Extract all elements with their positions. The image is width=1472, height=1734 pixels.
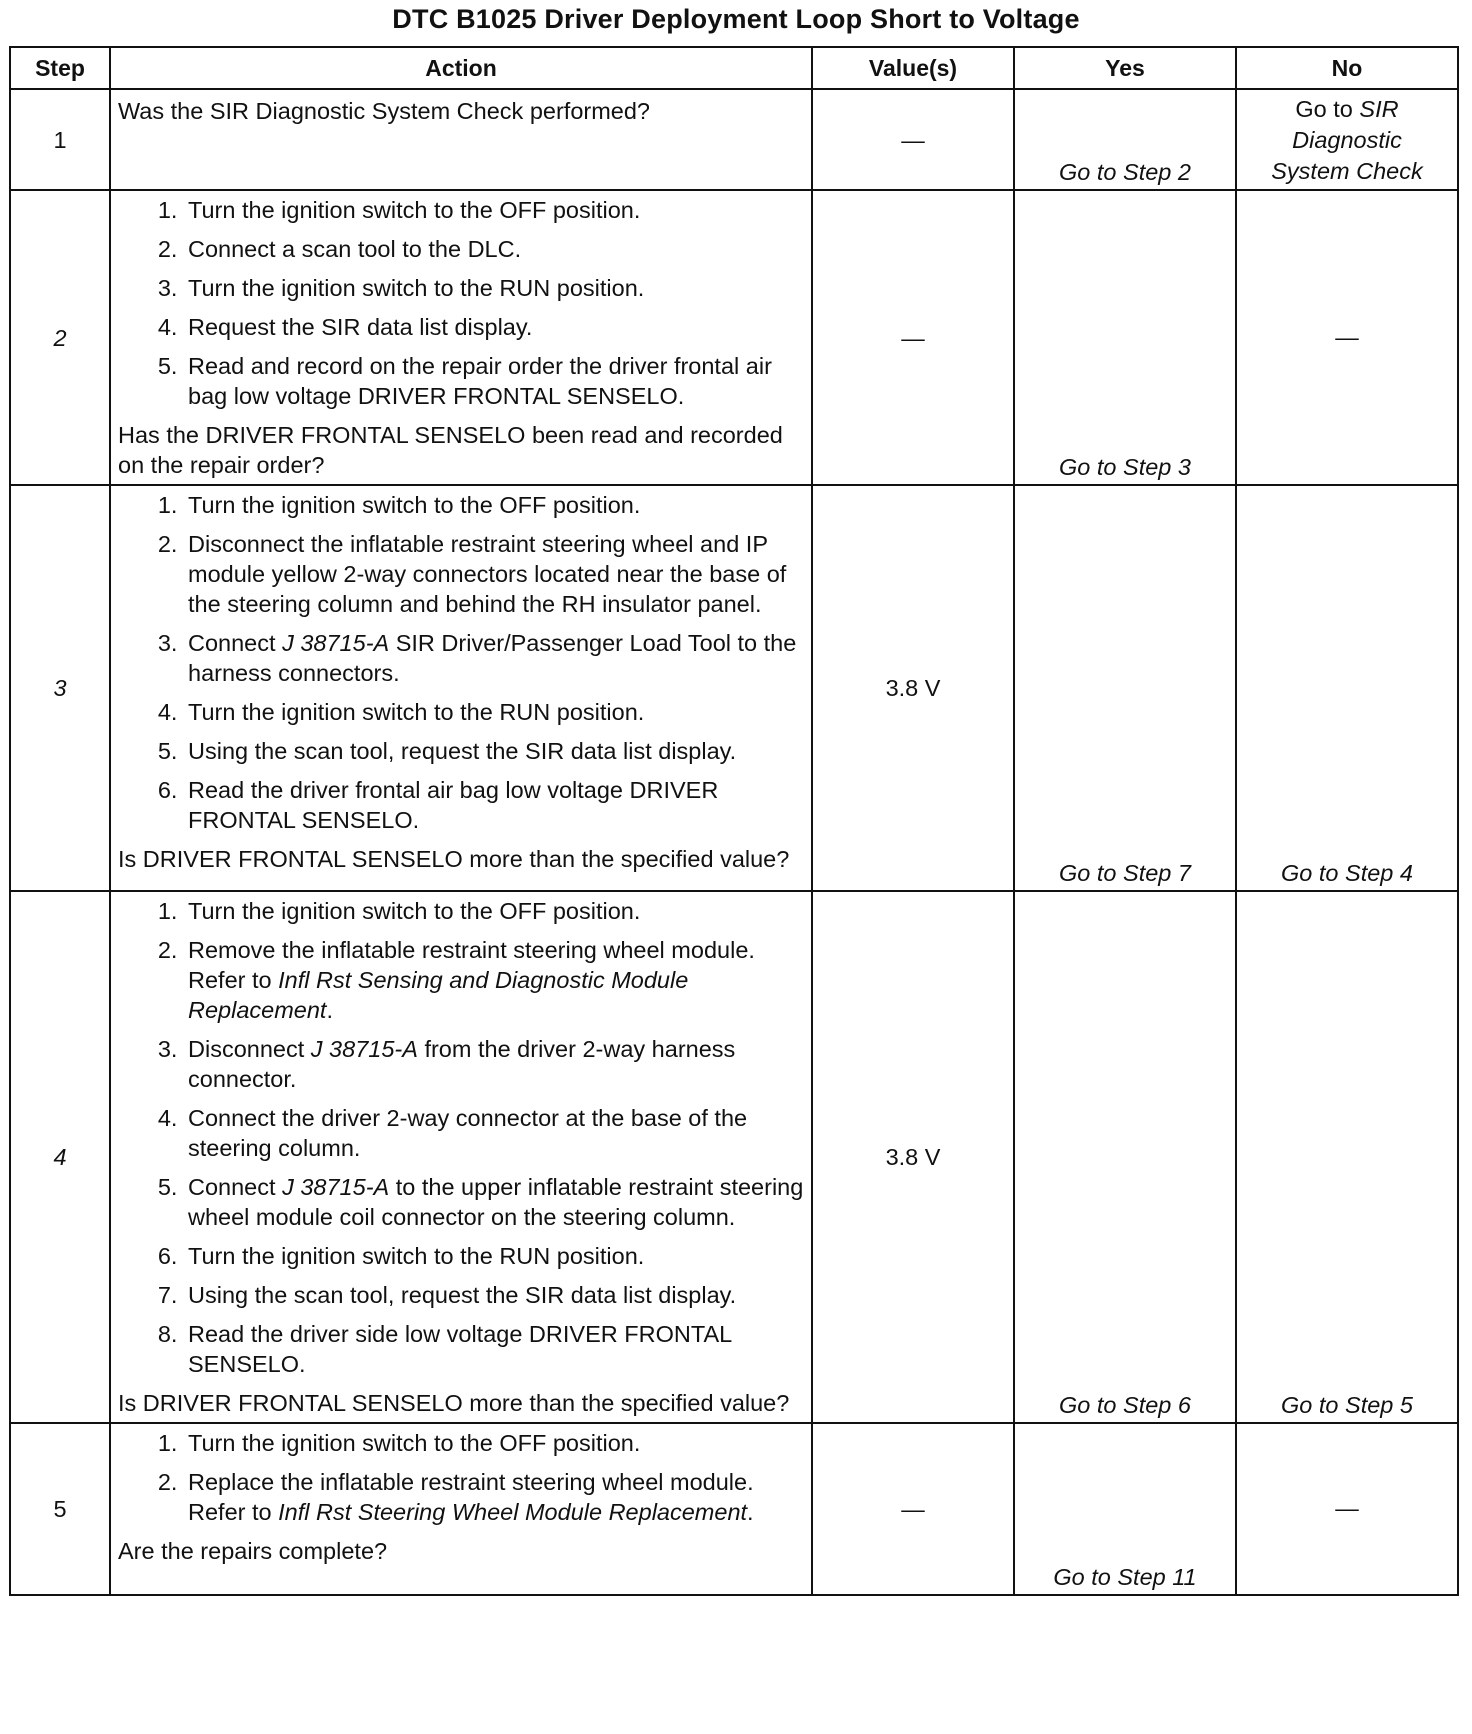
table-row: [10, 89, 1458, 190]
header-values: Value(s): [812, 47, 1014, 89]
value-cell: 3.8 V: [812, 891, 1014, 1423]
action-step: 3. Connect J 38715-A SIR Driver/Passenger Load Tool to the harness connectors.: [184, 628, 809, 688]
tool-reference: J 38715-A: [310, 1036, 418, 1062]
no-reference-1: SIR: [1359, 96, 1399, 122]
tool-reference: J 38715-A: [282, 630, 390, 656]
header-step: Step: [10, 47, 110, 89]
action-step: 6. Turn the ignition switch to the RUN position.: [184, 1241, 809, 1271]
yes-cell: Go to Step 3: [1014, 190, 1236, 485]
table-row: [10, 1423, 1458, 1595]
action-question: Is DRIVER FRONTAL SENSELO more than the specified value?: [118, 846, 790, 872]
action-question: Are the repairs complete?: [118, 1538, 388, 1564]
action-question: Has the DRIVER FRONTAL SENSELO been read and recorded on the repair order?: [118, 422, 783, 478]
action-step: 8. Read the driver side low voltage DRIVER FRONTAL SENSELO.: [184, 1319, 809, 1379]
action-step: 4. Connect the driver 2-way connector at the base of the steering column.: [184, 1103, 809, 1163]
action-step: 2. Disconnect the inflatable restraint steering wheel and IP module yellow 2-way connectors located near the base of the steering column and behind the RH insulator panel.: [184, 529, 809, 619]
table-row: [10, 485, 1458, 891]
step-number: 4: [10, 891, 110, 1423]
action-cell: [110, 485, 812, 891]
no-cell: [1236, 89, 1458, 190]
no-cell: Go to Step 4: [1236, 485, 1458, 891]
table-row: [10, 190, 1458, 485]
step-number: 2: [10, 190, 110, 485]
table-header-row: [10, 47, 1458, 89]
table-row: [10, 891, 1458, 1423]
action-question: Was the SIR Diagnostic System Check performed?: [118, 98, 650, 124]
tool-reference: J 38715-A: [282, 1174, 390, 1200]
action-step: 1. Turn the ignition switch to the OFF position.: [184, 896, 809, 926]
yes-cell: Go to Step 2: [1014, 89, 1236, 190]
header-no: No: [1236, 47, 1458, 89]
no-reference-2: Diagnostic: [1292, 127, 1402, 153]
action-step: 5. Using the scan tool, request the SIR data list display.: [184, 736, 809, 766]
yes-cell: Go to Step 7: [1014, 485, 1236, 891]
diagnostic-table: [9, 46, 1459, 1596]
value-cell: —: [812, 89, 1014, 190]
action-cell: [110, 891, 812, 1423]
action-step: 4. Request the SIR data list display.: [184, 312, 809, 342]
yes-cell: Go to Step 6: [1014, 891, 1236, 1423]
step-number: 3: [10, 485, 110, 891]
value-cell: —: [812, 190, 1014, 485]
action-step: 3. Disconnect J 38715-A from the driver 2-way harness connector.: [184, 1034, 809, 1094]
action-step: 2. Connect a scan tool to the DLC.: [184, 234, 809, 264]
action-step: 6. Read the driver frontal air bag low voltage DRIVER FRONTAL SENSELO.: [184, 775, 809, 835]
document-title: DTC B1025 Driver Deployment Loop Short to Voltage: [392, 4, 1080, 34]
no-cell: —: [1236, 190, 1458, 485]
value-cell: 3.8 V: [812, 485, 1014, 891]
action-step: 1. Turn the ignition switch to the OFF position.: [184, 195, 809, 225]
action-steps: [118, 490, 809, 835]
action-step: 2. Remove the inflatable restraint steering wheel module. Refer to Infl Rst Sensing and Diagnostic Module Replacement.: [184, 935, 809, 1025]
document-reference: Infl Rst Steering Wheel Module Replacement: [278, 1499, 748, 1525]
no-cell: Go to Step 5: [1236, 891, 1458, 1423]
header-action: Action: [110, 47, 812, 89]
step-number: 1: [10, 89, 110, 190]
action-cell: [110, 1423, 812, 1595]
action-step: 7. Using the scan tool, request the SIR data list display.: [184, 1280, 809, 1310]
action-step: 5. Read and record on the repair order the driver frontal air bag low voltage DRIVER FRONTAL SENSELO.: [184, 351, 809, 411]
action-step: 4. Turn the ignition switch to the RUN position.: [184, 697, 809, 727]
action-steps: [118, 195, 809, 411]
action-step: 3. Turn the ignition switch to the RUN position.: [184, 273, 809, 303]
action-steps: [118, 896, 809, 1379]
action-step: 1. Turn the ignition switch to the OFF position.: [184, 490, 809, 520]
action-step: 2. Replace the inflatable restraint steering wheel module. Refer to Infl Rst Steering Wheel Module Replacement.: [184, 1467, 809, 1527]
action-step: 5. Connect J 38715-A to the upper inflatable restraint steering wheel module coil connector on the steering column.: [184, 1172, 809, 1232]
header-yes: Yes: [1014, 47, 1236, 89]
action-cell: [110, 190, 812, 485]
no-reference-3: System Check: [1271, 158, 1423, 184]
no-cell: —: [1236, 1423, 1458, 1595]
document-reference: Infl Rst Sensing and Diagnostic Module Replacement: [188, 967, 689, 1023]
action-steps: [118, 1428, 809, 1527]
action-question: Is DRIVER FRONTAL SENSELO more than the specified value?: [118, 1390, 790, 1416]
action-cell: [110, 89, 812, 190]
action-step: 1. Turn the ignition switch to the OFF position.: [184, 1428, 809, 1458]
value-cell: —: [812, 1423, 1014, 1595]
yes-cell: Go to Step 11: [1014, 1423, 1236, 1595]
step-number: 5: [10, 1423, 110, 1595]
no-prefix: Go to: [1295, 96, 1360, 122]
